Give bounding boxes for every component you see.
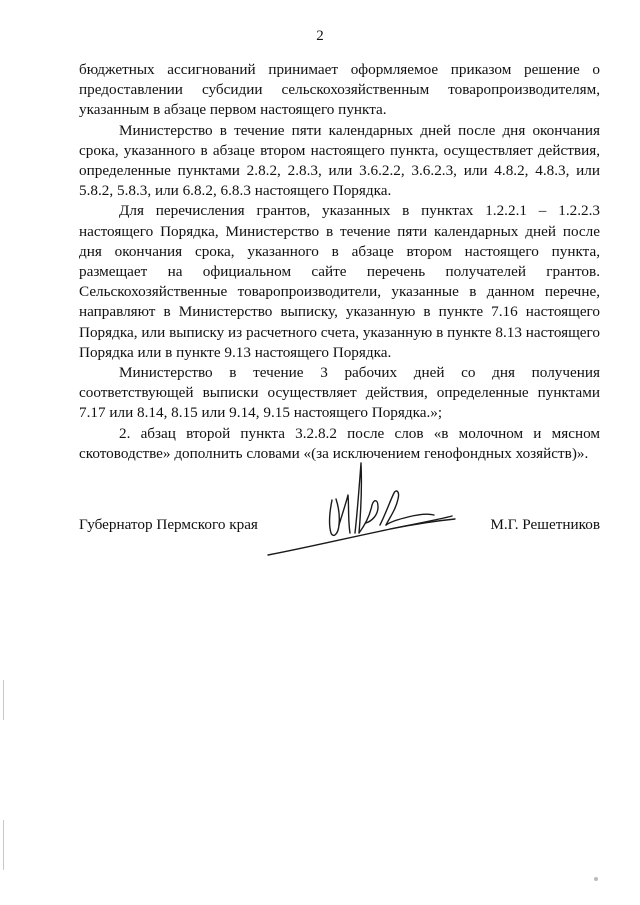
paragraph-5: 2. абзац второй пункта 3.2.8.2 после слов «в молочном и мясном скотоводстве» дополнить словами «(за исключением генофондных хозяйств)». bbox=[79, 424, 600, 462]
scan-margin-mark bbox=[3, 820, 4, 870]
paragraph-2: Министерство в течение пяти календарных дней после дня окончания срока, указанного в абзаце втором настоящего пункта, осуществляет действия, определенные пунктами 2.8.2, 2.8.3, или 3.6.2.2, 3.6.2.3, или 4.8.2, 4.8.3, или 5.8.2, 5.8.3, или 6.8.2, 6.8.3 настоящего Порядка. bbox=[79, 121, 600, 200]
paragraph-1: бюджетных ассигнований принимает оформляемое приказом решение о предоставлении субсидии сельскохозяйственным товаропроизводителям, указанным в абзаце первом настоящего пункта. bbox=[79, 61, 600, 119]
paragraph-4: Министерство в течение 3 рабочих дней со дня получения соответствующей выписки осуществляет действия, определенные пунктами 7.17 или 8.14, 8.15 или 9.14, 9.15 настоящего Порядка.»; bbox=[79, 364, 600, 422]
signatory-name: М.Г. Решетников bbox=[490, 516, 600, 533]
page-number: 2 bbox=[316, 28, 324, 44]
paragraph-3: Для перечисления грантов, указанных в пунктах 1.2.2.1 – 1.2.2.3 настоящего Порядка, Министерство в течение пяти календарных дней после дня окончания срока, указанного в абзаце втором настоящего пункта, размещает на официальном сайте перечень получателей грантов. Сельскохозяйственные товаропроизводители, указанные в данном перечне, направляют в Министерство выписку, указанную в пункте 7.16 настоящего Порядка, или выписку из расчетного счета, указанную в пункте 8.13 настоящего Порядка или в пункте 9.13 настоящего Порядка. bbox=[79, 202, 600, 361]
scan-margin-mark bbox=[3, 680, 4, 720]
document-body bbox=[79, 60, 600, 464]
scan-corner-mark bbox=[594, 877, 598, 881]
handwritten-signature bbox=[240, 455, 490, 565]
signatory-title: Губернатор Пермского края bbox=[79, 516, 258, 533]
